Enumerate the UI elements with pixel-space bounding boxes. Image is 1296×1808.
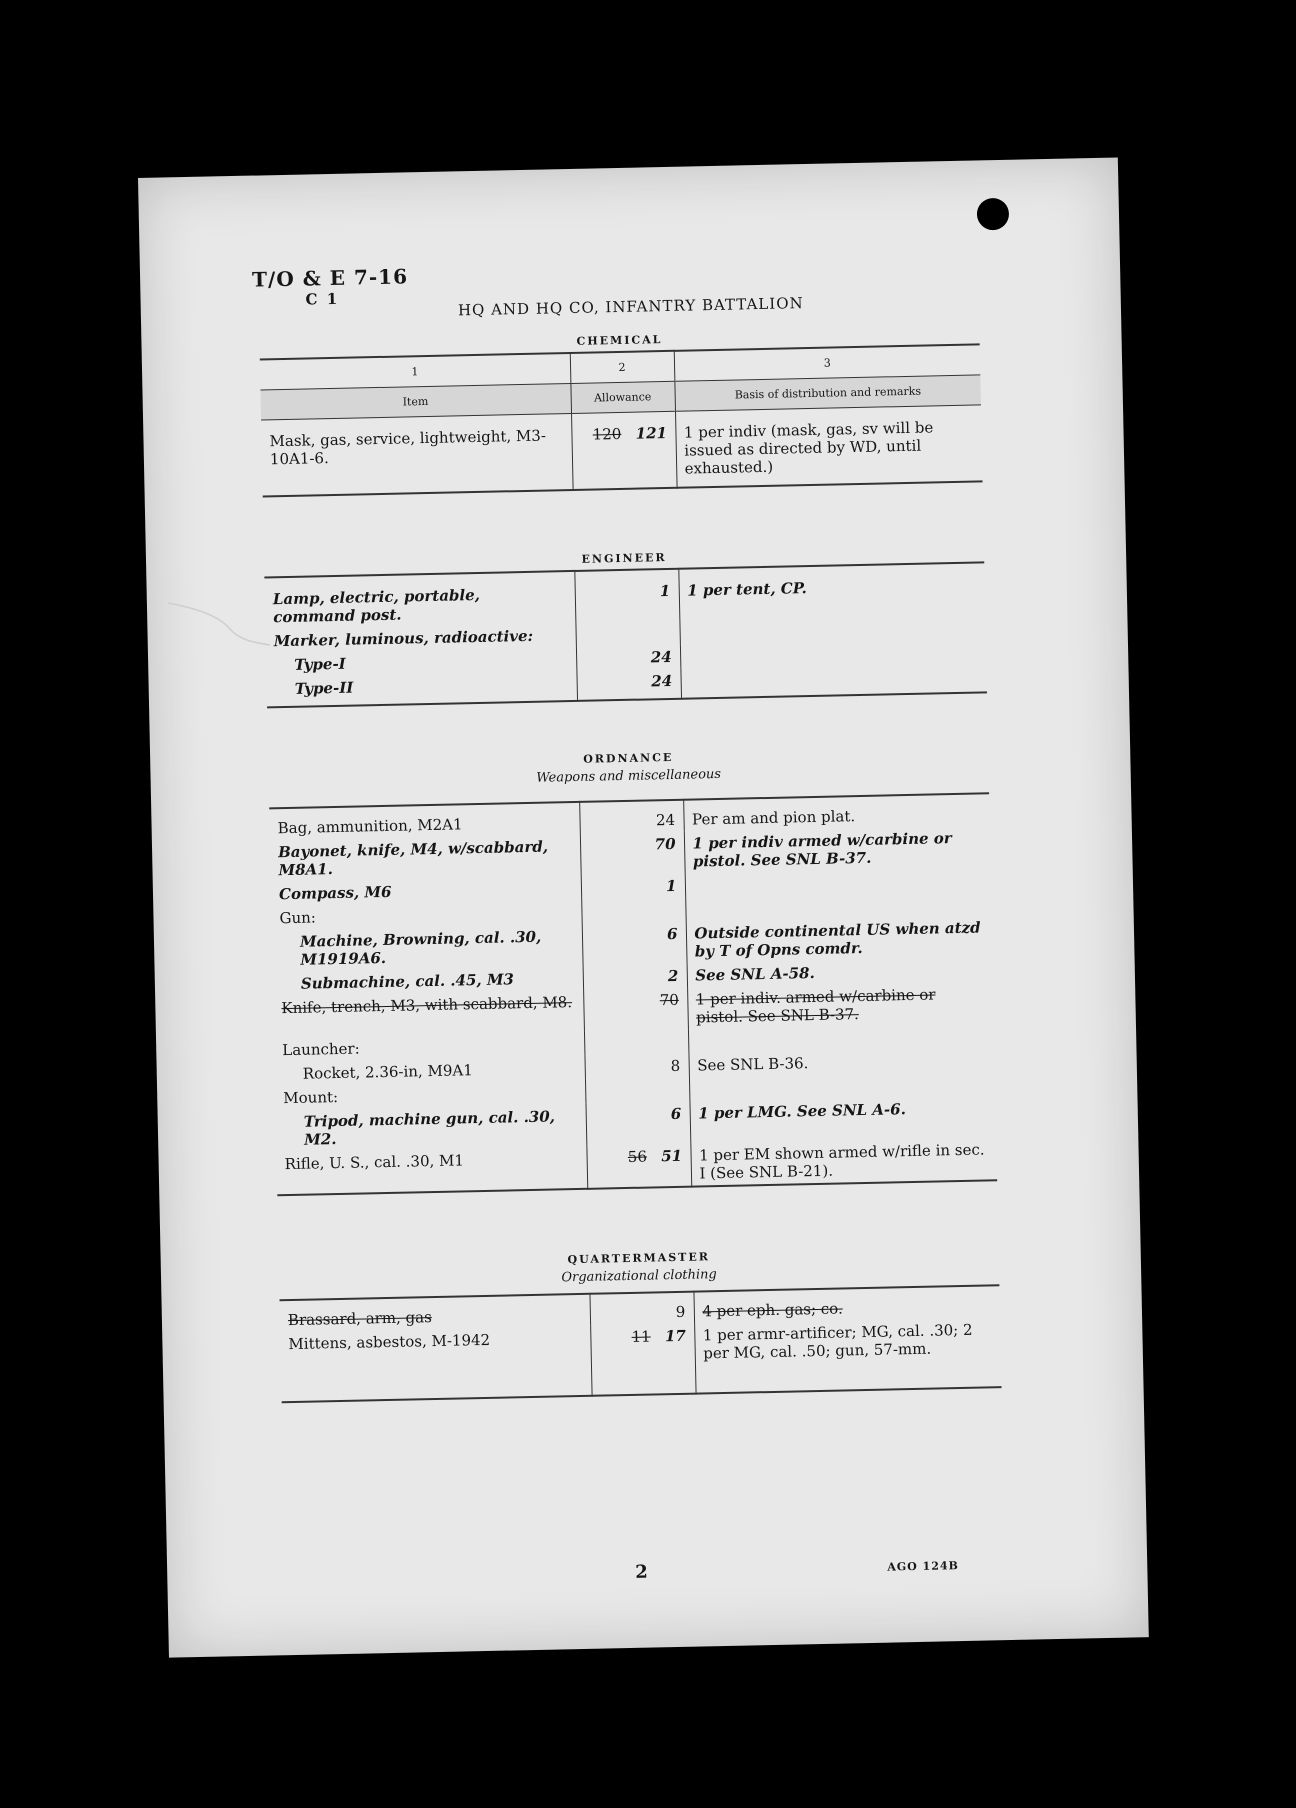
document-id: T/O & E 7-16	[251, 264, 409, 292]
allowance-cell	[581, 898, 685, 924]
item-cell: Gun:	[279, 908, 317, 928]
item-cell: Bag, ammunition, M2A1	[277, 815, 463, 838]
allowance-cell	[590, 1324, 695, 1396]
allowance-cell	[571, 411, 677, 489]
allowance-cell	[584, 1030, 688, 1056]
item-cell: Type-I	[294, 654, 346, 674]
ordnance-section	[268, 738, 997, 1196]
chemical-section	[259, 320, 982, 497]
change-number: C 1	[305, 289, 340, 309]
item-cell: Knife, trench, M3, with scabbard, M8.	[281, 993, 573, 1018]
item-cell: Lamp, electric, portable, command post.	[272, 585, 481, 627]
item-cell: Launcher:	[282, 1039, 360, 1060]
basis-cell: 1 per LMG. See SNL A-6.	[689, 1095, 996, 1143]
basis-cell: 1 per indiv (mask, gas, sv will be issued as directed by WD, until exhausted.)	[675, 405, 983, 487]
section-subtitle-ordnance: Weapons and miscellaneous	[536, 766, 722, 786]
basis-cell: Per am and pion plat.	[683, 793, 990, 831]
table-row	[280, 1317, 1001, 1402]
document-page	[138, 157, 1149, 1657]
allowance-cell: 6	[585, 1102, 690, 1146]
basis-cell	[680, 662, 987, 698]
item-cell: Brassard, arm, gas	[287, 1308, 433, 1330]
allowance-cell: 8	[584, 1054, 688, 1080]
quartermaster-section	[279, 1238, 1002, 1403]
allowance-cell: 6	[582, 922, 687, 966]
allowance-cell	[575, 621, 679, 647]
item-cell: Mount:	[283, 1088, 339, 1108]
section-title-quartermaster: QUARTERMASTER	[567, 1250, 711, 1267]
section-title-chemical: CHEMICAL	[576, 333, 663, 348]
allowance-value: 17	[664, 1326, 687, 1346]
page-number: 2	[635, 1561, 649, 1583]
allowance-cell: 24	[576, 669, 681, 701]
item-cell: Submachine, cal. .45, M3	[300, 970, 515, 993]
allowance-cell: 2	[583, 964, 687, 990]
item-cell: Bayonet, knife, M4, w/scabbard, M8A1.	[277, 837, 549, 880]
section-title-ordnance: ORDNANCE	[583, 750, 674, 766]
item-cell: Mask, gas, service, lightweight, M3-10A1-6.	[269, 426, 547, 469]
table-row	[261, 405, 982, 496]
engineer-section	[264, 538, 987, 708]
col-num-2: 2	[570, 351, 675, 384]
allowance-cell: 24	[579, 800, 684, 834]
form-number: AGO 124B	[887, 1559, 959, 1574]
section-subtitle-quartermaster: Organizational clothing	[561, 1267, 717, 1286]
allowance-cell: 24	[576, 645, 680, 671]
old-allowance: 11	[631, 1327, 651, 1346]
allowance-cell: 70	[583, 988, 688, 1032]
basis-cell: Outside continental US when atzd by T of Opns comdr.	[686, 915, 993, 963]
item-cell: Rifle, U. S., cal. .30, M1	[284, 1151, 465, 1174]
col-header-allowance: Allowance	[570, 381, 675, 413]
allowance-cell: 1	[574, 569, 679, 623]
basis-cell: 1 per indiv. armed w/carbine or pistol. See SNL B-37.	[687, 981, 994, 1029]
allowance-value: 121	[635, 423, 668, 443]
item-cell: Machine, Browning, cal. .30, M1919A6.	[299, 927, 542, 969]
col-header-basis: Basis of distribution and remarks	[674, 375, 981, 411]
item-cell: Rocket, 2.36-in, M9A1	[302, 1061, 473, 1083]
item-cell: Compass, M6	[278, 882, 392, 904]
item-cell: Mittens, asbestos, M-1942	[288, 1330, 491, 1354]
ordnance-table	[269, 792, 997, 1196]
item-cell: Type-II	[294, 678, 354, 698]
basis-cell: 4 per eph. gas; co.	[693, 1285, 1000, 1323]
old-allowance: 120	[592, 424, 622, 444]
quartermaster-table	[280, 1284, 1002, 1403]
col-num-3: 3	[674, 344, 981, 381]
basis-cell: 1 per EM shown armed w/rifle in sec. I (See SNL B-21).	[690, 1137, 997, 1186]
allowance-cell: 70	[580, 832, 685, 876]
item-cell: Tripod, machine gun, cal. .30, M2.	[303, 1107, 556, 1149]
basis-cell: 1 per tent, CP.	[678, 562, 985, 620]
pen-mark	[160, 595, 280, 655]
section-title-engineer: ENGINEER	[581, 551, 667, 566]
col-num-1: 1	[260, 353, 571, 390]
col-header-item: Item	[260, 383, 571, 419]
page-title: HQ AND HQ CO, INFANTRY BATTALION	[457, 294, 804, 320]
allowance-cell	[585, 1078, 689, 1104]
chemical-table	[260, 343, 983, 497]
old-allowance: 56	[627, 1147, 648, 1166]
basis-cell: 1 per armr-artificer; MG, cal. .30; 2 per MG, cal. .50; gun, 57-mm.	[694, 1317, 1001, 1393]
punch-hole	[977, 198, 1010, 231]
engineer-table	[264, 561, 987, 708]
basis-cell: 1 per indiv armed w/carbine or pistol. See SNL B-37.	[684, 825, 991, 873]
basis-cell: See SNL A-58.	[687, 957, 993, 987]
allowance-cell	[586, 1144, 691, 1189]
allowance-cell: 1	[581, 874, 685, 900]
basis-cell: See SNL B-36.	[688, 1047, 994, 1077]
allowance-cell: 9	[589, 1292, 694, 1326]
item-cell: Marker, luminous, radioactive:	[273, 626, 534, 651]
allowance-value: 51	[661, 1146, 683, 1166]
